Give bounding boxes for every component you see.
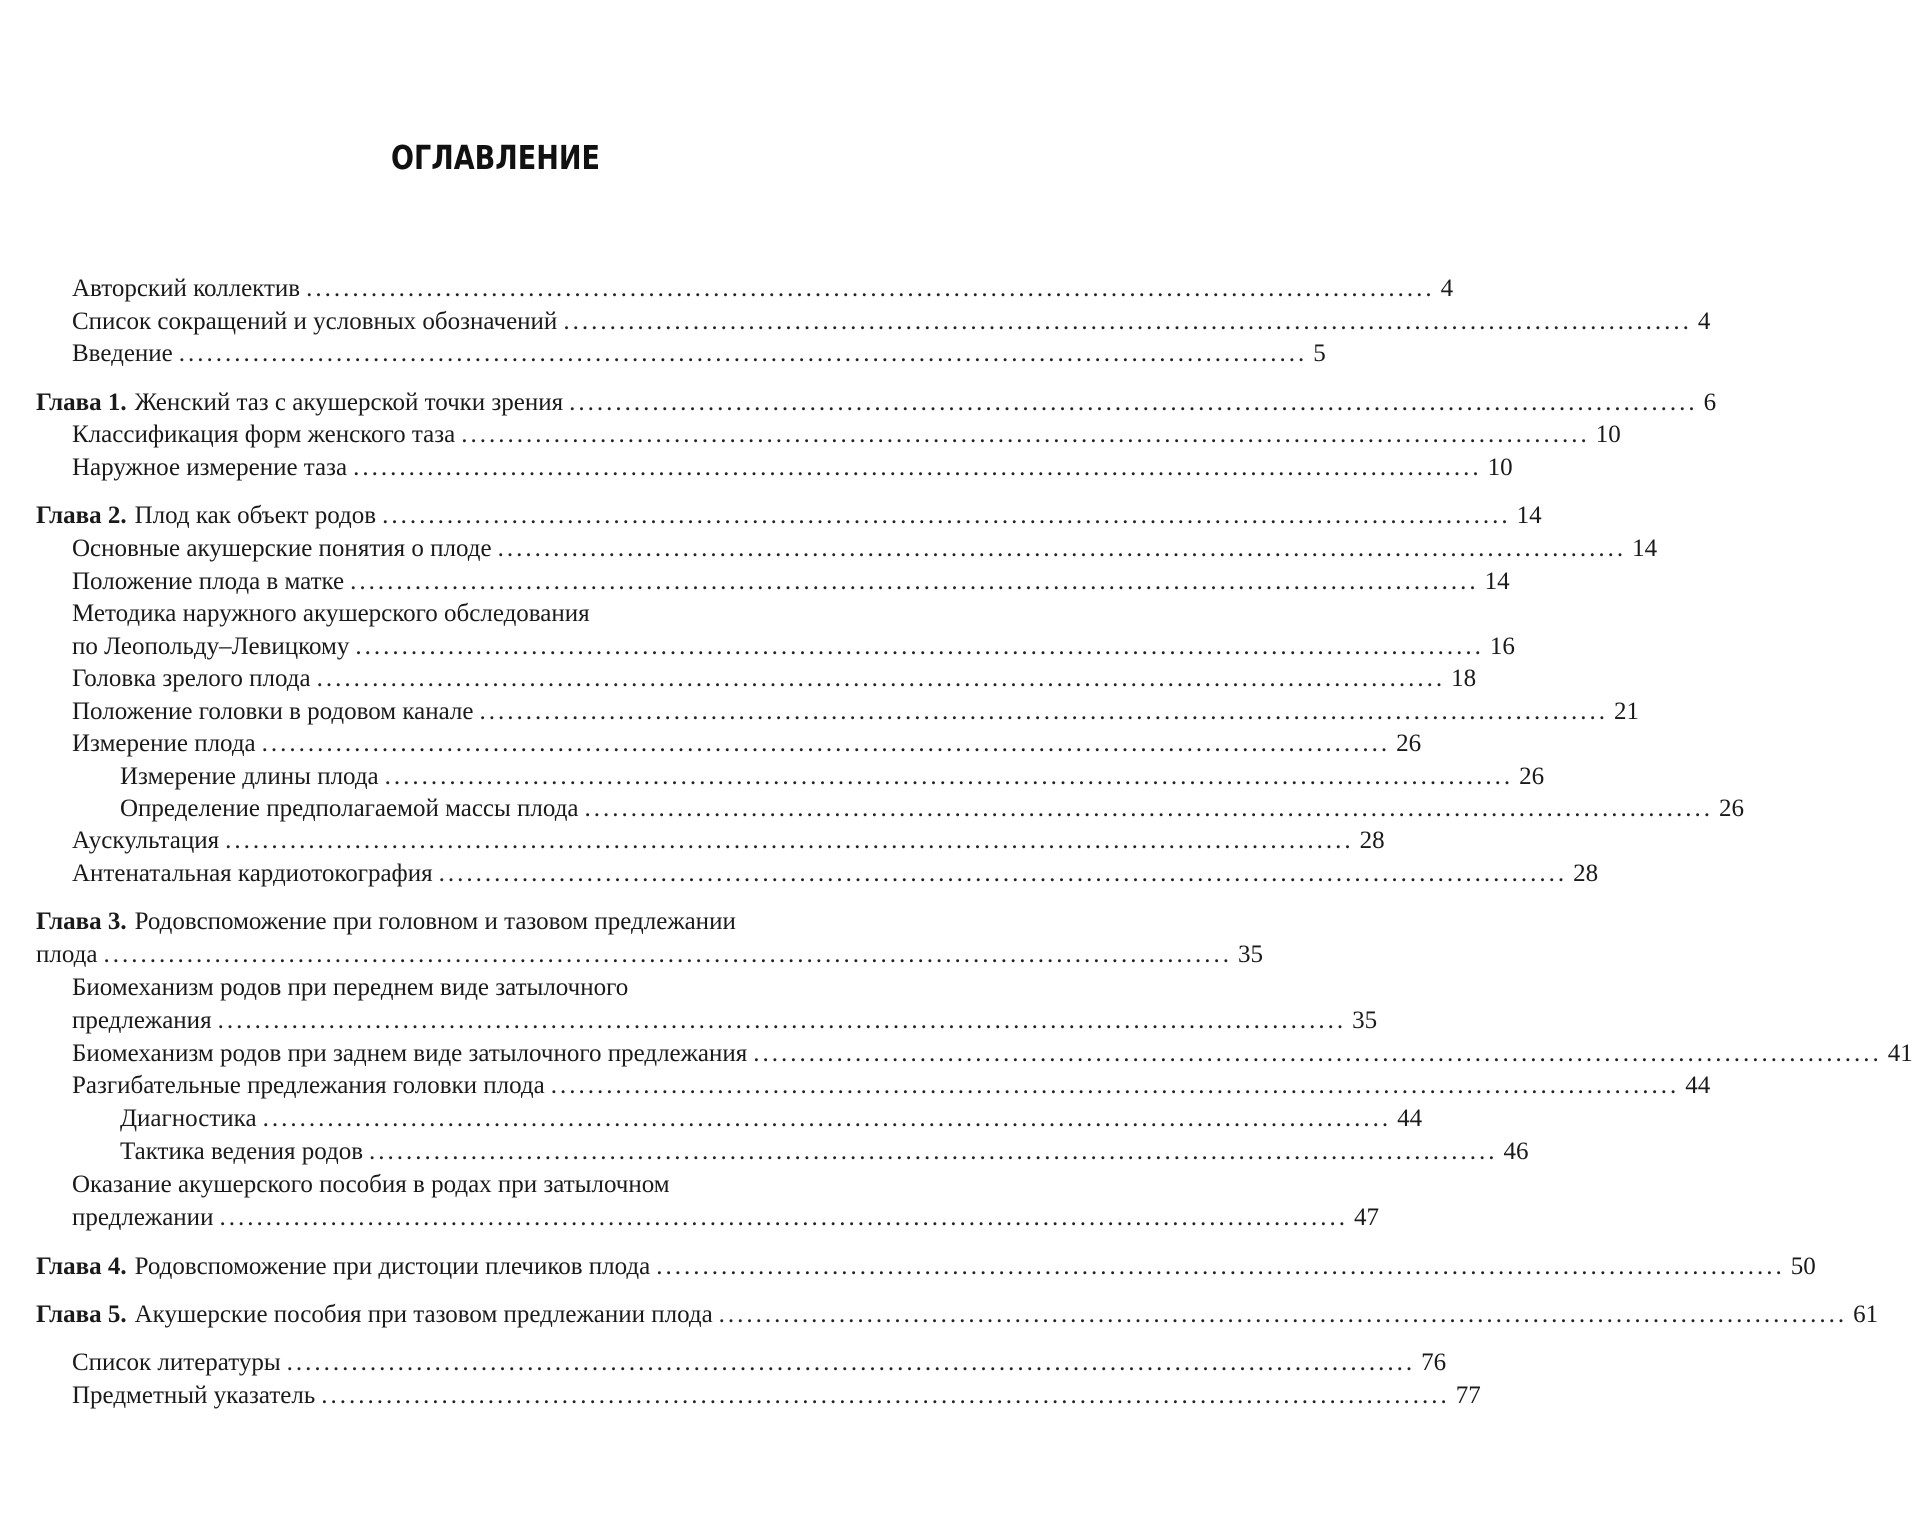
toc-entry[interactable] bbox=[72, 565, 1510, 599]
toc-entry-title: Определение предполагаемой массы плода bbox=[120, 795, 579, 822]
toc-page-number: 14 bbox=[1484, 568, 1510, 595]
toc-entry[interactable] bbox=[72, 418, 1621, 452]
leader-dots: .......................................................................................................................... bbox=[219, 1204, 1348, 1231]
toc-entry-title: Классификация форм женского таза bbox=[72, 421, 456, 448]
toc-entry-title: Измерение плода bbox=[72, 730, 256, 757]
toc-page-number: 61 bbox=[1853, 1301, 1879, 1328]
toc-entry-title: Положение головки в родовом канале bbox=[72, 698, 474, 725]
leader-dots: .......................................................................................................................... bbox=[563, 308, 1692, 335]
toc-entry[interactable] bbox=[72, 630, 1515, 664]
toc-page-number: 26 bbox=[1719, 795, 1745, 822]
toc-chapter-1[interactable] bbox=[36, 386, 1717, 420]
toc-entry-title: Женский таз с акушерской точки зрения bbox=[134, 389, 564, 416]
toc-chapter-2[interactable] bbox=[36, 499, 1542, 533]
toc-page-number: 26 bbox=[1519, 763, 1545, 790]
toc-entry-abbreviations[interactable] bbox=[72, 305, 1711, 339]
toc-entry-introduction[interactable] bbox=[72, 337, 1326, 371]
toc-page-number: 35 bbox=[1352, 1007, 1378, 1034]
toc-entry-title: Положение плода в матке bbox=[72, 568, 345, 595]
leader-dots: .......................................................................................................................... bbox=[350, 568, 1479, 595]
toc-entry-title: предлежания bbox=[72, 1007, 212, 1034]
toc-entry[interactable] bbox=[72, 662, 1477, 696]
toc-chapter-3[interactable] bbox=[36, 938, 1263, 972]
toc-entry-title: предлежании bbox=[72, 1204, 214, 1231]
toc-page-number: 14 bbox=[1632, 535, 1658, 562]
toc-page-number: 44 bbox=[1685, 1072, 1711, 1099]
toc-entry-references[interactable] bbox=[72, 1346, 1447, 1380]
leader-dots: .......................................................................................................................... bbox=[286, 1349, 1416, 1376]
leader-dots: .......................................................................................................................... bbox=[438, 860, 1568, 887]
leader-dots: .......................................................................................................................... bbox=[384, 763, 1514, 790]
toc-page-number: 21 bbox=[1614, 698, 1639, 725]
toc-page-number: 5 bbox=[1313, 340, 1326, 367]
toc-entry-title: Головка зрелого плода bbox=[72, 665, 311, 692]
toc-entry-title: Антенатальная кардиотокография bbox=[72, 860, 433, 887]
chapter-label: Глава 1. bbox=[36, 389, 127, 416]
toc-subentry[interactable] bbox=[120, 1102, 1423, 1136]
toc-page-number: 18 bbox=[1451, 665, 1477, 692]
toc-entry-title: Список литературы bbox=[72, 1349, 281, 1376]
toc-entry-line1: Методика наружного акушерского обследования bbox=[72, 600, 590, 627]
toc-page-number: 26 bbox=[1396, 730, 1422, 757]
toc-page-number: 77 bbox=[1455, 1382, 1481, 1409]
toc-page-number: 50 bbox=[1790, 1253, 1816, 1280]
toc-subentry[interactable] bbox=[120, 760, 1545, 794]
toc-entry-title: Родовспоможение при дистоции плечиков плода bbox=[134, 1253, 651, 1280]
toc-subentry[interactable] bbox=[120, 1135, 1529, 1169]
toc-entry-title: Список сокращений и условных обозначений bbox=[72, 308, 558, 335]
toc-entry[interactable] bbox=[72, 727, 1422, 761]
leader-dots: .......................................................................................................................... bbox=[753, 1040, 1882, 1067]
leader-dots: .......................................................................................................................... bbox=[316, 665, 1446, 692]
leader-dots: .......................................................................................................................... bbox=[550, 1072, 1680, 1099]
toc-entry-title: Наружное измерение таза bbox=[72, 454, 348, 481]
toc-entry-title: Диагностика bbox=[120, 1105, 257, 1132]
toc-page-number: 47 bbox=[1353, 1204, 1379, 1231]
toc-entry-title: Измерение длины плода bbox=[120, 763, 379, 790]
toc-entry-title: Авторский коллектив bbox=[72, 275, 301, 302]
toc-entry-title: Предметный указатель bbox=[72, 1382, 316, 1409]
toc-entry[interactable] bbox=[72, 857, 1599, 891]
toc-page-number: 16 bbox=[1489, 633, 1515, 660]
toc-page-number: 44 bbox=[1397, 1105, 1423, 1132]
leader-dots: .......................................................................................................................... bbox=[355, 633, 1484, 660]
leader-dots: .......................................................................................................................... bbox=[217, 1007, 1347, 1034]
toc-entry-title: по Леопольду–Левицкому bbox=[72, 633, 350, 660]
toc-entry[interactable] bbox=[72, 1037, 1913, 1071]
leader-dots: .......................................................................................................................... bbox=[497, 535, 1627, 562]
toc-page-number: 10 bbox=[1595, 421, 1621, 448]
toc-subentry[interactable] bbox=[120, 792, 1745, 826]
chapter-label: Глава 2. bbox=[36, 502, 127, 529]
toc-entry-title: Акушерские пособия при тазовом предлежании плода bbox=[134, 1301, 713, 1328]
toc-page-number: 76 bbox=[1421, 1349, 1447, 1376]
leader-dots: .......................................................................................................................... bbox=[178, 340, 1308, 367]
leader-dots: .......................................................................................................................... bbox=[584, 795, 1714, 822]
leader-dots: .......................................................................................................................... bbox=[382, 502, 1511, 529]
toc-entry-title: Плод как объект родов bbox=[134, 502, 377, 529]
leader-dots: .......................................................................................................................... bbox=[656, 1253, 1785, 1280]
toc-entry[interactable] bbox=[72, 1201, 1379, 1235]
toc-entry[interactable] bbox=[72, 695, 1639, 729]
leader-dots: .......................................................................................................................... bbox=[321, 1382, 1450, 1409]
chapter-label: Глава 5. bbox=[36, 1301, 127, 1328]
leader-dots: .......................................................................................................................... bbox=[479, 698, 1608, 725]
toc-entry-title: Введение bbox=[72, 340, 173, 367]
toc-entry-index[interactable] bbox=[72, 1379, 1481, 1413]
leader-dots: .......................................................................................................................... bbox=[225, 827, 1354, 854]
toc-entry-title: плода bbox=[36, 941, 98, 968]
leader-dots: .......................................................................................................................... bbox=[569, 389, 1698, 416]
toc-entry-title: Основные акушерские понятия о плоде bbox=[72, 535, 492, 562]
toc-page-number: 6 bbox=[1703, 389, 1717, 416]
leader-dots: .......................................................................................................................... bbox=[369, 1138, 1498, 1165]
toc-page-number: 14 bbox=[1516, 502, 1542, 529]
toc-page-number: 35 bbox=[1237, 941, 1263, 968]
toc-page-number: 28 bbox=[1573, 860, 1599, 887]
toc-page-number: 41 bbox=[1887, 1040, 1913, 1067]
leader-dots: .......................................................................................................................... bbox=[306, 275, 1435, 302]
leader-dots: .......................................................................................................................... bbox=[461, 421, 1590, 448]
leader-dots: .......................................................................................................................... bbox=[261, 730, 1391, 757]
toc-page-number: 28 bbox=[1359, 827, 1385, 854]
leader-dots: .......................................................................................................................... bbox=[353, 454, 1482, 481]
toc-entry-title: Биомеханизм родов при заднем виде затылочного предлежания bbox=[72, 1040, 748, 1067]
toc-entry-title-line1: Родовспоможение при головном и тазовом предлежании bbox=[134, 908, 736, 935]
toc-page-number: 4 bbox=[1697, 308, 1711, 335]
toc-entry[interactable] bbox=[72, 1069, 1711, 1103]
toc-entry[interactable] bbox=[72, 1004, 1378, 1038]
chapter-label: Глава 4. bbox=[36, 1253, 127, 1280]
toc-chapter-3-line1 bbox=[36, 905, 1000, 939]
leader-dots: .......................................................................................................................... bbox=[262, 1105, 1392, 1132]
toc-entry-line1: Оказание акушерского пособия в родах при затылочном bbox=[72, 1171, 670, 1198]
toc-entry[interactable] bbox=[72, 451, 1513, 485]
toc-entry[interactable] bbox=[72, 824, 1385, 858]
toc-page-number: 4 bbox=[1440, 275, 1454, 302]
toc-page-number: 46 bbox=[1503, 1138, 1529, 1165]
toc-chapter-4[interactable] bbox=[36, 1250, 1816, 1284]
toc-entry-line1: Биомеханизм родов при переднем виде затылочного bbox=[72, 974, 629, 1001]
toc-entry-title: Аускультация bbox=[72, 827, 220, 854]
page-title: ОГЛАВЛЕНИЕ bbox=[390, 138, 601, 177]
toc-entry-title: Разгибательные предлежания головки плода bbox=[72, 1072, 545, 1099]
toc-chapter-5[interactable] bbox=[36, 1298, 1879, 1332]
toc-page-number: 10 bbox=[1487, 454, 1513, 481]
toc-entry[interactable] bbox=[72, 532, 1658, 566]
toc-entry-authors[interactable] bbox=[72, 272, 1454, 306]
chapter-label: Глава 3. bbox=[36, 908, 127, 935]
leader-dots: .......................................................................................................................... bbox=[103, 941, 1232, 968]
leader-dots: .......................................................................................................................... bbox=[718, 1301, 1848, 1328]
toc-entry-title: Тактика ведения родов bbox=[120, 1138, 364, 1165]
